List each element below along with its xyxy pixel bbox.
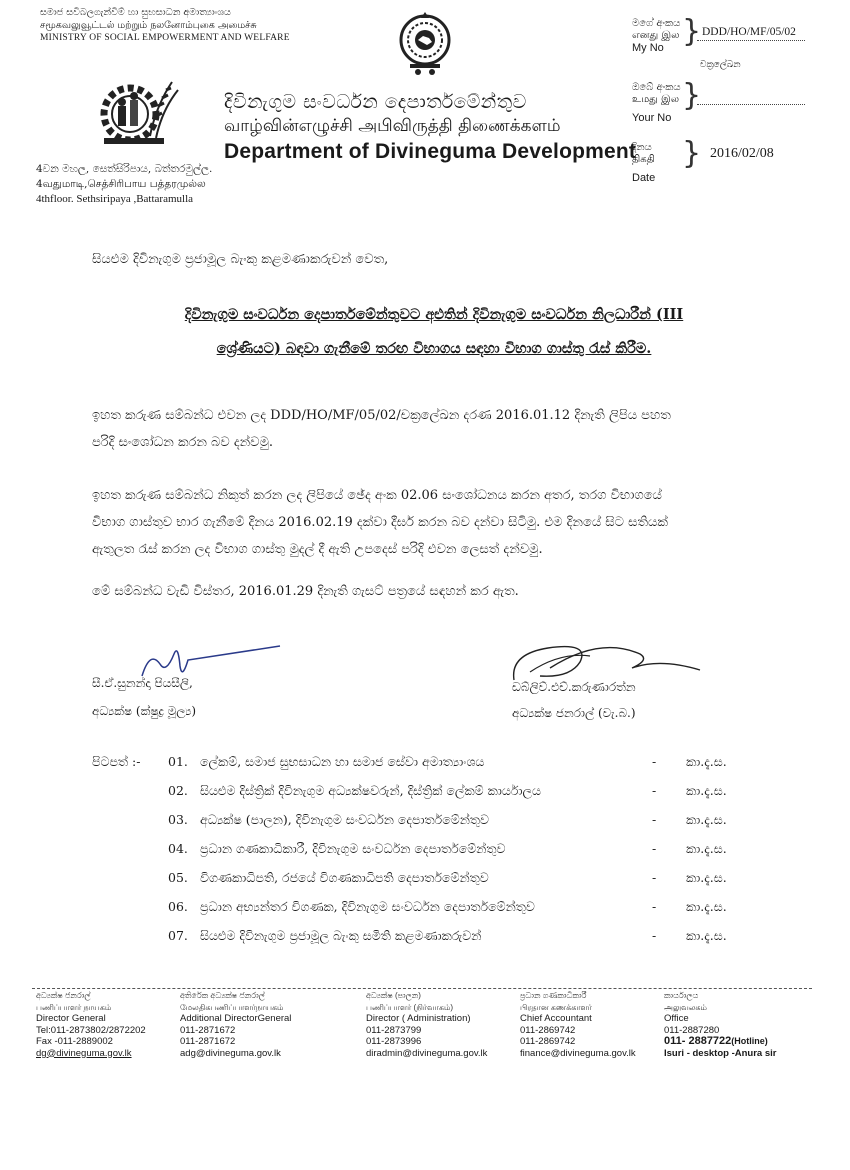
date-label-en: Date bbox=[632, 172, 656, 184]
footer-c3-en: Director ( Administration) bbox=[366, 1013, 471, 1024]
footer-c5-ta: அலுவலகம் bbox=[664, 1002, 707, 1012]
copy-number: 04. bbox=[168, 841, 188, 856]
ministry-name-en: MINISTRY OF SOCIAL EMPOWERMENT AND WELFARE bbox=[40, 33, 290, 43]
paragraph-2-line-1: ඉහත කරුණ සම්බන්ධ නිකුත් කරන ලද ලිපියේ ඡේද අංක 02.06 සංශෝධනය කරන අතර, තරග විභාගයේ bbox=[92, 488, 662, 503]
your-no-label-en: Your No bbox=[632, 112, 672, 124]
footer-c3-si: අධ්‍යක්ෂ (පාලන) bbox=[366, 991, 421, 1000]
footer-additional-dg bbox=[180, 990, 291, 1059]
copies-label: පිටපත් :- bbox=[92, 754, 141, 769]
footer-c2-email[interactable]: adg@divineguma.gov.lk bbox=[180, 1047, 281, 1059]
footer-c5-tel: 011-2887280 bbox=[664, 1024, 720, 1036]
footer-divider bbox=[32, 988, 812, 989]
copy-recipient-row bbox=[92, 841, 752, 865]
footer-c2-en: Additional DirectorGeneral bbox=[180, 1013, 292, 1024]
brace-icon: } bbox=[682, 78, 702, 113]
right-signatory-title: අධ්‍යක්ෂ ජනරාල් (වැ.බ.) bbox=[512, 706, 636, 720]
footer-office bbox=[664, 990, 776, 1059]
paragraph-2-line-3: ඇතුලත රැස් කරන ලද විභාග ගාස්තු මුදල් දී ඇති උපදෙස් පරිදි එවන ලෙසත් දන්වමු. bbox=[92, 542, 543, 557]
copy-recipient-text: ප්‍රධාන අභ්‍යන්තර විගණක, දිවිනැගුම සංවර්ධන දෙපාර්තමේන්තුව bbox=[200, 899, 535, 914]
department-name-en: Department of Divineguma Development bbox=[224, 140, 637, 163]
copy-dash: - bbox=[652, 812, 657, 827]
your-no-label-ta: உமது இல bbox=[632, 94, 679, 105]
copy-recipient-row bbox=[92, 812, 752, 836]
date-value: 2016/02/08 bbox=[710, 146, 774, 161]
copy-number: 03. bbox=[168, 812, 188, 827]
ministry-name-si: සමාජ සවිබලගැන්වීම් හා සුභසාධන අමාත්‍යාංශය bbox=[40, 7, 231, 18]
subject-line-1: දිවිනැගුම සංවර්ධන දෙපාර්තමේන්තුවට අළුතින් දිවිනැගුම සංවර්ධන නිලධාරීන් (III bbox=[184, 306, 684, 323]
footer-director-admin bbox=[366, 990, 487, 1059]
copy-number: 02. bbox=[168, 783, 188, 798]
copy-recipient-row bbox=[92, 783, 752, 807]
salutation: සියළුම දිවිනැගුම ප්‍රජාමූල බැංකු කළමණාකරුවන් වෙත, bbox=[92, 252, 389, 267]
footer-c4-fax: 011-2869742 bbox=[520, 1036, 576, 1047]
footer-c4-si: ප්‍රධාන ගණකාධිකාරී bbox=[520, 991, 587, 1000]
copy-note: කා.දැ.ස. bbox=[686, 783, 727, 798]
footer-c2-fax: 011-2871672 bbox=[180, 1036, 236, 1047]
right-signatory-name: ඩබ්ලිව්.එච්.කරුණාරත්න bbox=[512, 680, 636, 694]
paragraph-1-line-2: පරිදි සංශෝධන කරන බව දන්වමු. bbox=[92, 435, 273, 450]
my-no-underline bbox=[697, 40, 805, 41]
copy-note: කා.දැ.ස. bbox=[686, 870, 727, 885]
subject-line-2: ශ්‍රේණියට) බඳවා ගැනීමේ තරඟ විභාගය සඳහා විභාග ගාස්තු රැස් කිරීම. bbox=[216, 340, 652, 357]
address-si: 4වන මහල, සෙත්සිරිපාය, බත්තරමුල්ල. bbox=[36, 163, 213, 175]
my-no-label-en: My No bbox=[632, 42, 664, 54]
paragraph-2-line-2: විභාග ගාස්තුව භාර ගැනීමේ දිනය 2016.02.19 දක්වා දීර්ඝ කරන බව දන්වා සිටිමු. එම දිනයේ සිට සතියක් bbox=[92, 515, 668, 530]
address-block bbox=[36, 162, 212, 207]
my-no-field bbox=[632, 18, 680, 54]
copy-number: 01. bbox=[168, 754, 188, 769]
footer-c1-email[interactable]: dg@divineguma.gov.lk bbox=[36, 1047, 132, 1059]
copy-note: කා.දැ.ස. bbox=[686, 899, 727, 914]
brace-icon: } bbox=[682, 136, 702, 171]
footer-c4-ta: பிரதான கணக்காளர் bbox=[520, 1002, 592, 1012]
address-en: 4thfloor. Sethsiripaya ,Battaramulla bbox=[36, 193, 194, 205]
department-name-ta: வாழ்வின்எழுச்சி அபிவிருத்தி திணைக்களம் bbox=[224, 116, 561, 136]
copy-dash: - bbox=[652, 899, 657, 914]
copy-note: කා.දැ.ස. bbox=[686, 841, 727, 856]
copy-recipient-text: ප්‍රධාන ගණකාධිකාරී, දිවිනැගුම සංවර්ධන දෙපාර්තමේන්තුව bbox=[200, 841, 506, 856]
footer-c3-tel: 011-2873799 bbox=[366, 1024, 422, 1036]
footer-c4-en: Chief Accountant bbox=[520, 1013, 592, 1024]
left-signatory-title: අධ්‍යක්ෂ (ක්ෂුද්‍ර මූල්‍ය) bbox=[92, 704, 197, 718]
footer-c4-email[interactable]: finance@divineguma.gov.lk bbox=[520, 1047, 636, 1059]
footer-hotline-label: (Hotline) bbox=[731, 1036, 768, 1046]
copy-recipient-row bbox=[92, 899, 752, 923]
copy-dash: - bbox=[652, 841, 657, 856]
address-ta: 4வதுமாடி,செத்சிரிபாய பத்தரமுல்ல bbox=[36, 178, 206, 190]
copy-recipient-row bbox=[92, 928, 752, 952]
copy-note: කා.දැ.ස. bbox=[686, 928, 727, 943]
footer-c5-si: කාර්යාලය bbox=[664, 991, 699, 1000]
footer-hotline-number: 011- 2887722 bbox=[664, 1035, 732, 1047]
your-no-field bbox=[632, 82, 681, 124]
your-no-underline bbox=[697, 104, 805, 105]
footer-c3-email[interactable]: diradmin@divineguma.gov.lk bbox=[366, 1047, 488, 1059]
my-no-label-si: මගේ අංකය bbox=[632, 18, 681, 29]
copy-dash: - bbox=[652, 870, 657, 885]
letter-subject bbox=[104, 298, 764, 366]
brace-icon: } bbox=[682, 14, 702, 49]
footer-c2-ta: மேலதிகபணிப்பாளர்நாயகம் bbox=[180, 1002, 284, 1012]
copy-recipient-row bbox=[92, 870, 752, 894]
left-signatory-name: සී.ඒ.සුනන්දා පියසීලි, bbox=[92, 676, 193, 690]
footer-c1-si: අධ්‍යක්ෂ ජනරාල් bbox=[36, 991, 91, 1000]
department-logo bbox=[100, 76, 180, 148]
paragraph-3: මේ සම්බන්ධ වැඩි විස්තර, 2016.01.29 දිනැති ගැසට් පත්‍රයේ සඳහන් කර ඇත. bbox=[92, 584, 519, 599]
date-label-si: දිනය bbox=[632, 142, 652, 153]
my-no-value: DDD/HO/MF/05/02 bbox=[702, 26, 796, 38]
copy-recipient-text: විගණකාධිපති, රජයේ විගණකාධිපති දෙපාර්තමේන්තුව bbox=[200, 870, 489, 885]
copy-recipient-text: ලේකම්, සමාජ සුභසාධන හා සමාජ සේවා අමාත්‍යාංශය bbox=[200, 754, 485, 769]
date-label-ta: திகதி bbox=[632, 154, 655, 165]
circular-label-si: චක්‍රලේඛන bbox=[700, 60, 741, 70]
footer-c2-si: අතිරේක අධ්‍යක්ෂ ජනරාල් bbox=[180, 991, 265, 1000]
copy-recipient-text: සියළුම දිවිනැගුම ප්‍රජාමූල බැංකු සමිති කළමණාකරුවන් bbox=[200, 928, 482, 943]
paragraph-1 bbox=[92, 402, 752, 456]
footer-c5-en: Office bbox=[664, 1013, 689, 1024]
copy-dash: - bbox=[652, 783, 657, 798]
copy-recipient-row bbox=[92, 754, 752, 778]
footer-director-general bbox=[36, 990, 146, 1059]
footer-c5-note: Isuri - desktop -Anura sir bbox=[664, 1047, 777, 1059]
footer-c1-ta: பணிப்பாளர் நாயகம் bbox=[36, 1002, 112, 1012]
department-title bbox=[224, 90, 636, 166]
footer-c1-tel: Tel:011-2873802/2872202 bbox=[36, 1024, 146, 1036]
footer-c2-tel: 011-2871672 bbox=[180, 1024, 236, 1036]
date-field bbox=[632, 142, 655, 184]
copy-note: කා.දැ.ස. bbox=[686, 754, 727, 769]
my-no-label-ta: எனது இல bbox=[632, 30, 680, 41]
footer-c1-fax: Fax -011-2889002 bbox=[36, 1036, 113, 1047]
footer-c1-en: Director General bbox=[36, 1013, 106, 1024]
copy-dash: - bbox=[652, 754, 657, 769]
copy-note: කා.දැ.ස. bbox=[686, 812, 727, 827]
paragraph-2 bbox=[92, 482, 752, 563]
department-name-si: දිවිනැගුම සංවර්ධන දෙපාර්තමේන්තුව bbox=[224, 91, 527, 113]
copy-number: 07. bbox=[168, 928, 188, 943]
copy-dash: - bbox=[652, 928, 657, 943]
footer-chief-accountant bbox=[520, 990, 636, 1059]
ministry-name-ta: சமூகவலுவூட்டல் மற்றும் நலனோம்புகை அமைச்சு bbox=[40, 20, 257, 31]
copy-number: 06. bbox=[168, 899, 188, 914]
ministry-block bbox=[40, 6, 290, 45]
your-no-label-si: ඔබේ අංකය bbox=[632, 82, 681, 93]
national-emblem bbox=[398, 8, 452, 78]
footer-c3-fax: 011-2873996 bbox=[366, 1036, 422, 1047]
copy-recipient-text: අධ්‍යක්ෂ (පාලන), දිවිනැගුම සංවර්ධන දෙපාර්තමේන්තුව bbox=[200, 812, 490, 827]
footer-c4-tel: 011-2869742 bbox=[520, 1024, 576, 1036]
copy-number: 05. bbox=[168, 870, 188, 885]
paragraph-1-line-1: ඉහත කරුණ සම්බන්ධ එවන ලද DDD/HO/MF/05/02/චක්‍රලේඛන දරණ 2016.01.12 දිනැති ලිපිය පහත bbox=[92, 408, 671, 423]
copy-recipient-text: සියළුම දිස්ත්‍රික් දිවිනැගුම අධ්‍යක්ෂවරුන්, දිස්ත්‍රික් ලේකම් කාර්යාලය bbox=[200, 783, 542, 798]
footer-c3-ta: பணிப்பாளர் (நிர்வாகம்) bbox=[366, 1002, 454, 1012]
